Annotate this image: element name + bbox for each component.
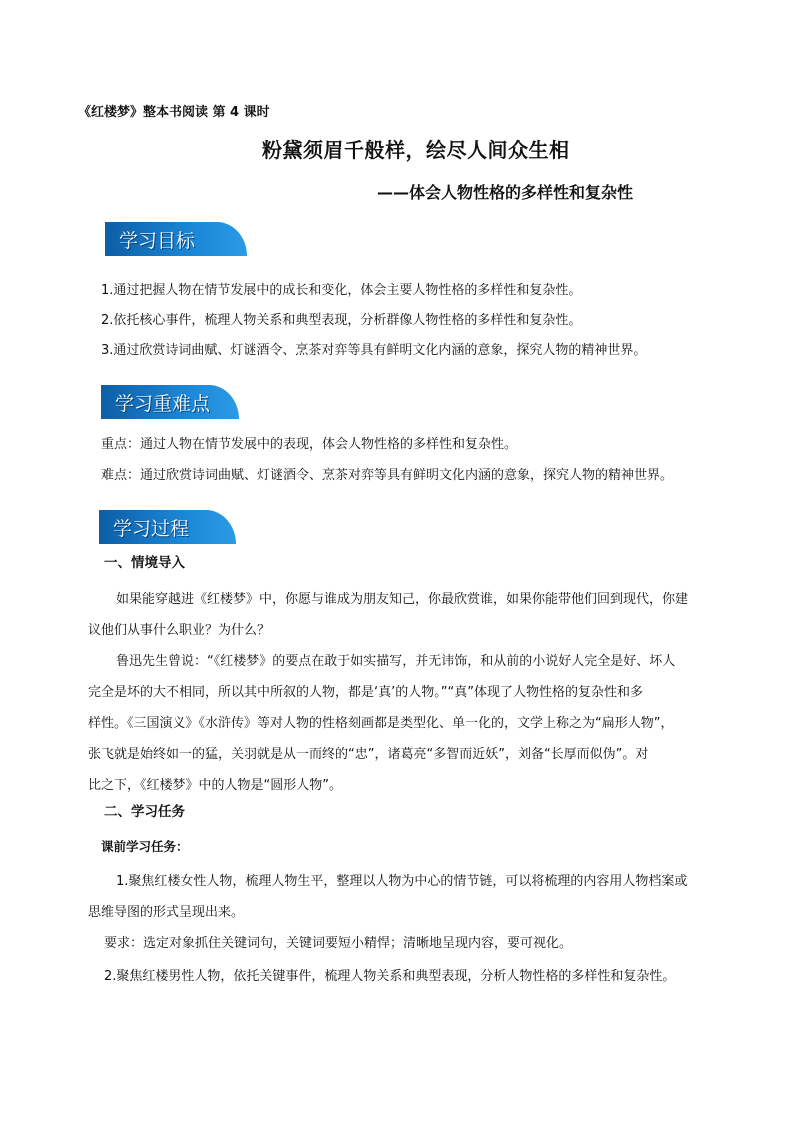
paragraph-line: 鲁迅先生曾说：“《红楼梦》的要点在敢于如实描写，并无讳饰，和从前的小说好人完全是好、坏人 (116, 654, 676, 669)
paragraph-line: 比之下，《红楼梦》中的人物是“圆形人物”。 (88, 778, 342, 793)
difficulty-point: 难点：通过欣赏诗词曲赋、灯谜酒令、烹茶对弈等具有鲜明文化内涵的意象，探究人物的精神世界。 (101, 468, 674, 483)
paragraph-line: 张飞就是始终如一的猛，关羽就是从一而终的“忠”，诸葛亮“多智而近妖”，刘备“长厚而似伪”。对 (88, 747, 649, 762)
objective-item-2: 2.依托核心事件，梳理人物关系和典型表现，分析群像人物性格的多样性和复杂性。 (101, 313, 582, 328)
paragraph-line: 议他们从事什么职业？为什么？ (88, 623, 271, 638)
task-line: 1.聚焦红楼女性人物，梳理人物生平，整理以人物为中心的情节链，可以将梳理的内容用人物档案或 (116, 874, 688, 889)
objectives-banner-label: 学习目标 (119, 230, 196, 252)
key-points-banner-label: 学习重难点 (115, 393, 211, 415)
task-requirement: 要求：选定对象抓住关键词句，关键词要短小精悍；清晰地呈现内容，要可视化。 (104, 936, 573, 951)
focus-point: 重点：通过人物在情节发展中的表现，体会人物性格的多样性和复杂性。 (101, 437, 518, 452)
paragraph-line: 完全是坏的大不相同，所以其中所叙的人物，都是‘真’的人物。”“真”体现了人物性格的复杂性和多 (88, 685, 643, 700)
objective-item-3: 3.通过欣赏诗词曲赋、灯谜酒令、烹茶对弈等具有鲜明文化内涵的意象，探究人物的精神世界。 (101, 343, 647, 358)
paragraph-line: 如果能穿越进《红楼梦》中，你愿与谁成为朋友知己，你最欣赏谁，如果你能带他们回到现代，你建 (116, 592, 689, 607)
task-line: 思维导图的形式呈现出来。 (88, 905, 245, 920)
task-line: 2.聚焦红楼男性人物，依托关键事件，梳理人物关系和典型表现，分析人物性格的多样性和复杂性。 (104, 969, 676, 984)
course-label: 《红楼梦》整本书阅读 第 4 课时 (78, 105, 270, 120)
page-subtitle: ——体会人物性格的多样性和复杂性 (377, 183, 634, 202)
process-banner-label: 学习过程 (113, 518, 190, 540)
paragraph-line: 样性。《三国演义》《水浒传》等对人物的性格刻画都是类型化、单一化的，文学上称之为“扁形人物”， (88, 716, 674, 731)
key-points-banner (101, 385, 239, 419)
pre-task-label: 课前学习任务： (101, 839, 189, 854)
objective-item-1: 1.通过把握人物在情节发展中的成长和变化，体会主要人物性格的多样性和复杂性。 (101, 283, 582, 298)
page-title: 粉黛须眉千般样，绘尽人间众生相 (262, 138, 570, 162)
process-banner (99, 510, 236, 544)
objectives-banner (105, 222, 247, 256)
section-heading-intro: 一、情境导入 (104, 555, 185, 571)
section-heading-tasks: 二、学习任务 (104, 804, 185, 820)
